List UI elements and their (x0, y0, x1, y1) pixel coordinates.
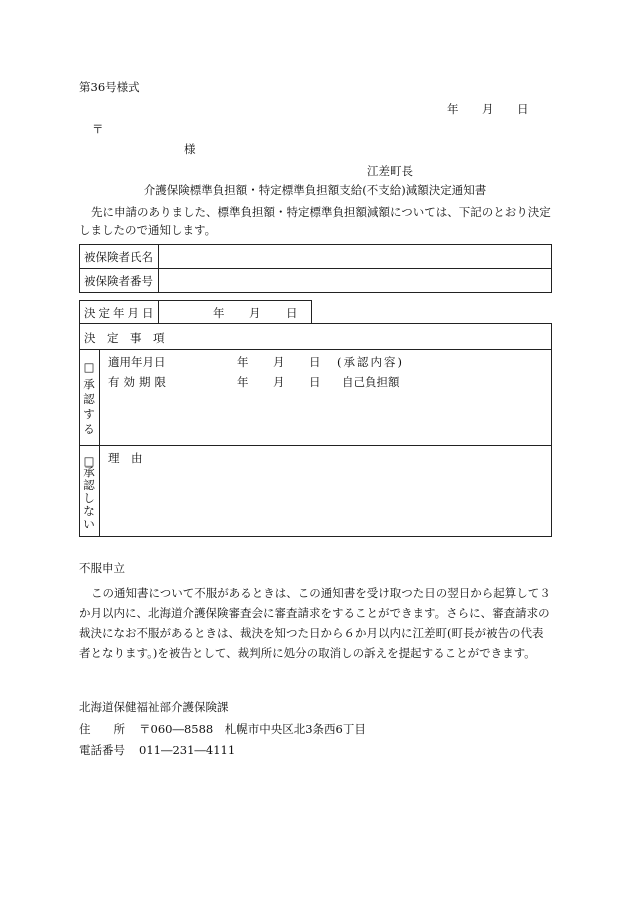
decision-month: 月 (249, 306, 261, 320)
applied-year: 年 (237, 355, 249, 369)
date-year-field: 年 (447, 102, 459, 116)
issuer: 江差町長 (367, 164, 413, 178)
objection-title: 不服申立 (79, 561, 125, 575)
decision-year: 年 (213, 306, 225, 320)
applied-month: 月 (273, 355, 285, 369)
contact-department: 北海道保健福祉部介護保険課 (79, 700, 229, 714)
document-title: 介護保険標準負担額・特定標準負担額支給(不支給)減額決定通知書 (143, 183, 487, 197)
insured-name-label: 被保険者氏名 (84, 250, 153, 264)
deny-vertical-label: 承認しない (83, 465, 95, 531)
address-value: 〒060―8588 札幌市中央区北3条西6丁目 (139, 722, 366, 736)
decision-day: 日 (286, 306, 298, 320)
decision-items-label: 決 定 事 項 (84, 331, 165, 345)
valid-day: 日 (309, 375, 321, 389)
insured-number-label: 被保険者番号 (84, 274, 153, 288)
form-number: 第36号様式 (79, 80, 140, 94)
phone-value: 011―231―4111 (139, 743, 236, 757)
objection-body: この通知書について不服があるときは、この通知書を受け取つた日の翌日から起算して３か月以内に、北海道介護保険審査会に審査請求をすることができます。さらに、審査請求の裁決になお不服があるときは、裁決を知つた日から６か月以内に江差町(町長が被告の代表者となります。)を被告として、裁判所に処分の取消しの訴えを提起することができます。 (79, 586, 551, 660)
reason-label: 理 由 (108, 451, 143, 465)
approval-content-label: (承認内容) (337, 355, 404, 369)
approve-vertical-label: 承認する (83, 377, 95, 436)
recipient-suffix: 様 (184, 142, 196, 156)
postal-mark: 〒 (92, 122, 104, 136)
decision-date-label: 決定年月日 (84, 306, 157, 320)
phone-label: 電話番号 (79, 743, 125, 757)
intro-paragraph: 先に申請のありました、標準負担額・特定標準負担額減額については、下記のとおり決定しましたので通知します。 (79, 205, 551, 237)
valid-month: 月 (273, 375, 285, 389)
date-day-field: 日 (517, 102, 529, 116)
date-month-field: 月 (482, 102, 494, 116)
deny-checkbox[interactable]: □ (83, 454, 95, 468)
applied-date-label: 適用年月日 (108, 355, 166, 369)
self-pay-label: 自己負担額 (342, 375, 400, 389)
valid-year: 年 (237, 375, 249, 389)
applied-day: 日 (309, 355, 321, 369)
approve-checkbox[interactable]: □ (83, 360, 95, 374)
valid-period-label: 有効期限 (108, 375, 170, 389)
address-label: 住 所 (79, 722, 125, 736)
